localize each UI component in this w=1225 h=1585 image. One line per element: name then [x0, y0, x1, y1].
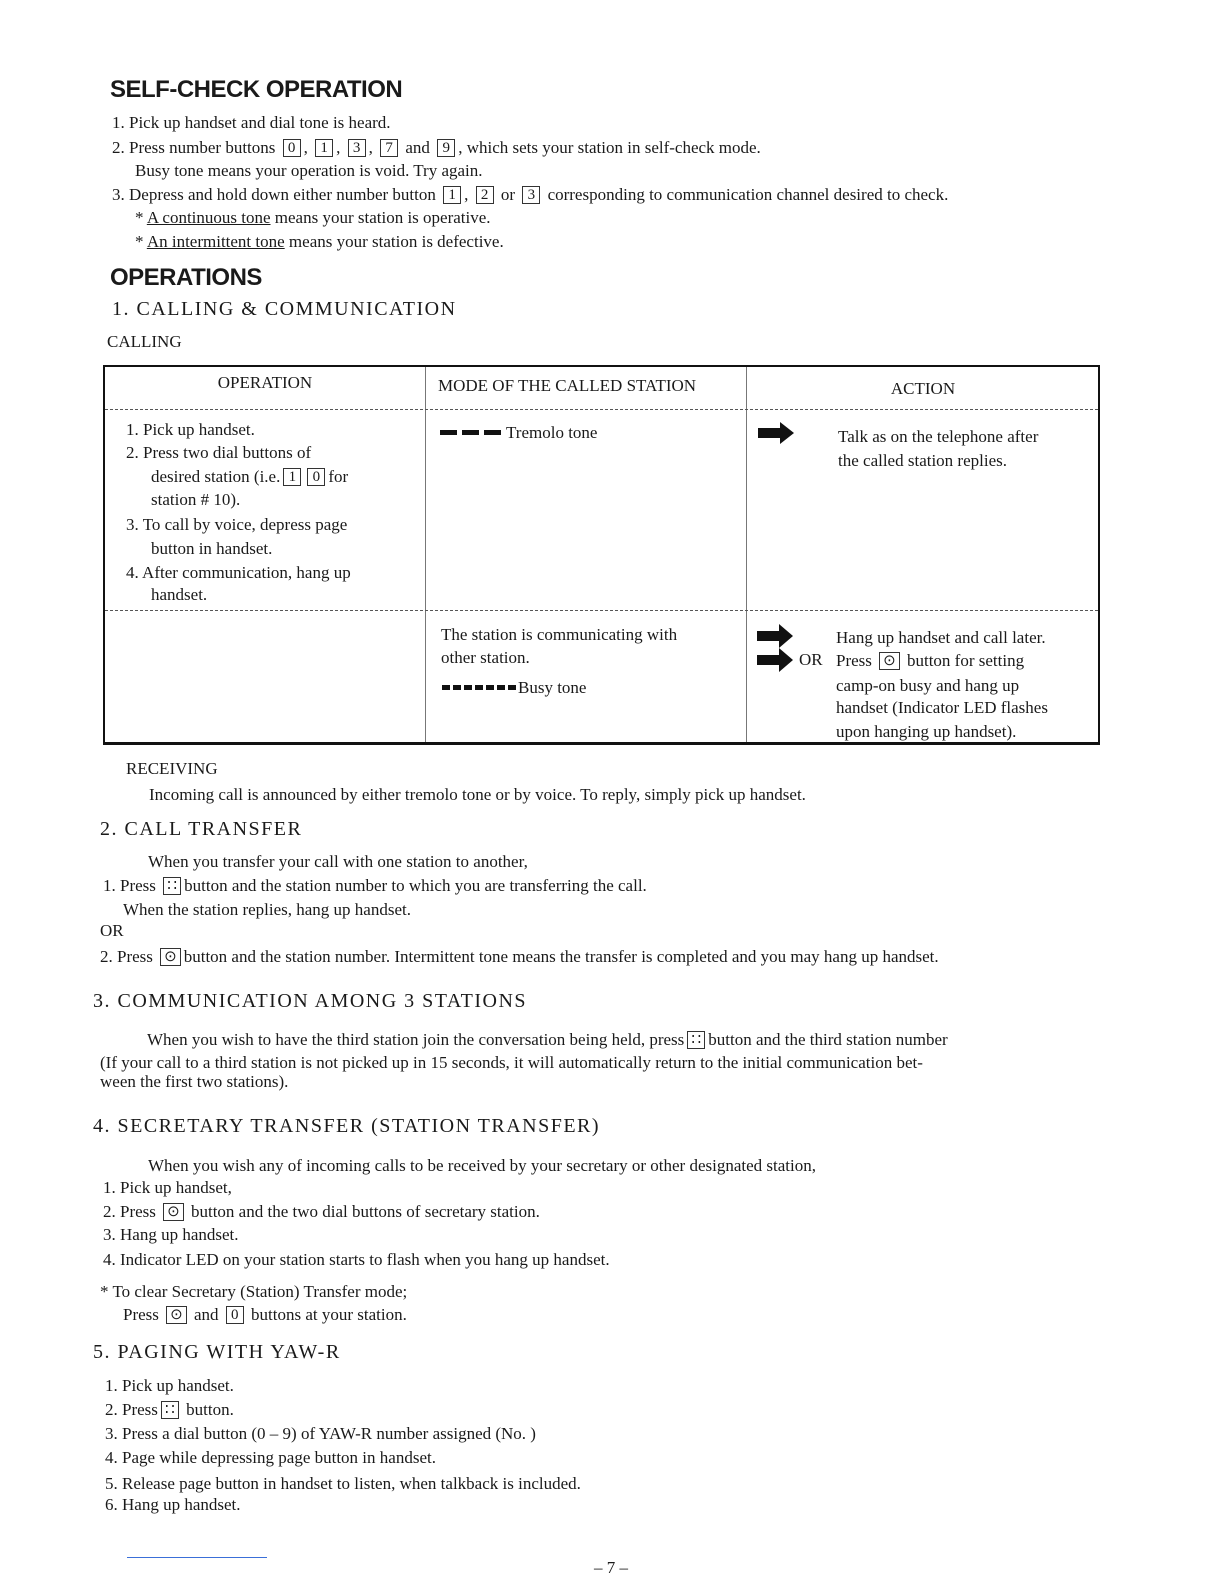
body-line — [100, 947, 939, 967]
text: buttons at your station. — [246, 1305, 407, 1324]
arrow-right-icon — [757, 648, 793, 672]
self-check-note — [135, 232, 504, 252]
text: Press — [836, 651, 877, 670]
button-key-icon: ∷ — [163, 877, 181, 895]
text: means your station is defective. — [284, 232, 504, 251]
text: 2. Press two dial buttons of — [126, 443, 312, 462]
body-line — [105, 1424, 536, 1444]
column-header: MODE OF THE CALLED STATION — [438, 376, 697, 395]
operation-step — [126, 563, 351, 583]
body-line — [103, 1225, 239, 1245]
section-title: 2. CALL TRANSFER — [100, 818, 303, 840]
button-key-icon: 3 — [522, 186, 540, 204]
button-key-icon: ⊙ — [879, 652, 900, 670]
self-check-heading: SELF-CHECK OPERATION — [110, 76, 403, 103]
divider — [127, 1557, 267, 1558]
arrow-right-icon — [758, 422, 794, 444]
text: or — [496, 185, 520, 204]
mode-text: The station is communicating with — [441, 625, 678, 644]
text: 1. Pick up handset. — [126, 420, 255, 439]
action-text: the called station replies. — [838, 451, 1007, 470]
text: When the station replies, hang up handset. — [123, 900, 411, 919]
arrow-right-icon — [757, 624, 793, 648]
text: 3. Depress and hold down either number button — [112, 185, 441, 204]
operation-step — [126, 443, 311, 463]
text: Busy tone means your operation is void. Try again. — [135, 161, 483, 180]
text: station # 10). — [151, 490, 241, 509]
text: 5. Release page button in handset to listen, when talkback is included. — [105, 1474, 581, 1493]
body-line — [100, 921, 124, 941]
button-key-icon: ⊙ — [166, 1306, 187, 1324]
self-check-step — [112, 185, 948, 205]
text: handset (Indicator LED flashes — [836, 698, 1048, 717]
text: 4. Page while depressing page button in handset. — [105, 1448, 436, 1467]
body-line — [123, 900, 411, 920]
text: , — [336, 138, 345, 157]
section-title: 5. PAGING WITH YAW-R — [93, 1341, 341, 1363]
button-key-icon: 0 — [307, 468, 325, 486]
text: Hang up handset and call later. — [836, 628, 1046, 647]
operations-heading: OPERATIONS — [110, 264, 262, 291]
underlined-text: A continuous tone — [146, 208, 271, 227]
text: 2. Press — [103, 1202, 161, 1221]
receiving-label: RECEIVING — [126, 759, 218, 778]
text: upon hanging up handset). — [836, 722, 1017, 741]
button-key-icon: 2 — [476, 186, 494, 204]
text: button for setting — [902, 651, 1025, 670]
button-key-icon: ⊙ — [163, 1203, 184, 1221]
column-header: ACTION — [890, 379, 956, 398]
text: When you wish any of incoming calls to be received by your secretary or other designated station, — [148, 1156, 816, 1175]
text: corresponding to communication channel desired to check. — [543, 185, 949, 204]
tremolo-tone — [440, 423, 597, 443]
action-text — [836, 628, 1046, 648]
text: desired station (i.e. — [151, 467, 281, 486]
text: When you wish to have the third station join the conversation being held, press — [147, 1030, 685, 1049]
action-text — [836, 698, 1048, 718]
text: 2. Press — [105, 1400, 158, 1419]
body-line — [105, 1495, 241, 1515]
text: means your station is operative. — [270, 208, 491, 227]
body-line — [100, 1282, 407, 1302]
action-text — [836, 651, 1024, 671]
section-title: 1. CALLING & COMMUNICATION — [112, 298, 457, 320]
action-text: Talk as on the telephone after — [838, 427, 1039, 446]
text: When you transfer your call with one station to another, — [148, 852, 528, 871]
body-line — [148, 1156, 816, 1176]
action-text — [836, 676, 1019, 696]
button-key-icon: 0 — [226, 1306, 244, 1324]
button-key-icon: 1 — [315, 139, 333, 157]
body-line — [103, 1202, 540, 1222]
text: 1. Pick up handset. — [105, 1376, 234, 1395]
operation-step — [151, 585, 207, 605]
text: button and the third station number — [708, 1030, 948, 1049]
body-line — [105, 1400, 234, 1420]
column-header: OPERATION — [217, 373, 313, 392]
busy-label: Busy tone — [518, 678, 587, 697]
text: (If your call to a third station is not picked up in 15 seconds, it will automatically return to the initial communication bet- — [100, 1053, 923, 1072]
text: 3. Press a dial button (0 – 9) of YAW-R number assigned (No. ) — [105, 1424, 536, 1443]
text: button. — [181, 1400, 234, 1419]
text: 1. Pick up handset and dial tone is heard. — [112, 113, 391, 132]
operation-step — [151, 539, 272, 559]
body-line — [100, 1072, 288, 1092]
text: OR — [100, 921, 124, 940]
text: 1. Press — [103, 876, 161, 895]
underlined-text: An intermittent tone — [146, 232, 285, 251]
page-number: – 7 – — [594, 1558, 628, 1577]
receiving-text — [149, 785, 806, 805]
section-title: 3. COMMUNICATION AMONG 3 STATIONS — [93, 990, 528, 1012]
self-check-note — [135, 161, 483, 181]
button-key-icon: 1 — [443, 186, 461, 204]
body-line — [103, 876, 647, 896]
text: ween the first two stations). — [100, 1072, 289, 1091]
text: button and the station number to which you are transferring the call. — [184, 876, 647, 895]
body-line — [105, 1448, 436, 1468]
text: 1. Pick up handset, — [103, 1178, 232, 1197]
mode-text: other station. — [441, 648, 530, 667]
body-line — [123, 1305, 407, 1325]
body-line — [105, 1474, 581, 1494]
button-key-icon: 7 — [380, 139, 398, 157]
busy-tone-icon — [442, 678, 518, 697]
text: , — [303, 138, 313, 157]
text: and — [401, 138, 435, 157]
text: for — [328, 467, 349, 486]
operation-step — [151, 467, 348, 487]
action-text — [836, 722, 1016, 742]
body-line — [105, 1376, 234, 1396]
text: Press — [123, 1305, 164, 1324]
body-line — [103, 1178, 232, 1198]
text: * To clear Secretary (Station) Transfer mode; — [100, 1282, 408, 1301]
operation-step — [126, 515, 347, 535]
text: and — [189, 1305, 223, 1324]
text: , — [368, 138, 378, 157]
operation-step — [151, 490, 240, 510]
section-title: 4. SECRETARY TRANSFER (STATION TRANSFER) — [93, 1115, 601, 1137]
body-line — [147, 1030, 948, 1050]
body-line — [148, 852, 528, 872]
text: 4. After communication, hang up — [126, 563, 351, 582]
button-key-icon: ∷ — [687, 1031, 705, 1049]
text: button and the station number. Intermittent tone means the transfer is completed and you may hang up handset. — [183, 947, 939, 966]
calling-label: CALLING — [107, 332, 182, 351]
button-key-icon: ∷ — [161, 1401, 179, 1419]
text: * — [135, 208, 147, 227]
text: , — [464, 185, 473, 204]
button-key-icon: ⊙ — [160, 948, 181, 966]
or-label: OR — [799, 650, 823, 669]
text: 4. Indicator LED on your station starts to flash when you hang up handset. — [103, 1250, 610, 1269]
button-key-icon: 0 — [283, 139, 301, 157]
text: , which sets your station in self-check mode. — [458, 138, 761, 157]
calling-table — [103, 365, 1100, 745]
text: 3. To call by voice, depress page — [126, 515, 348, 534]
text: 3. Hang up handset. — [103, 1225, 239, 1244]
tremolo-tone-icon — [440, 423, 506, 442]
text: 6. Hang up handset. — [105, 1495, 241, 1514]
busy-tone — [442, 678, 586, 698]
text: handset. — [151, 585, 208, 604]
button-key-icon: 3 — [348, 139, 366, 157]
text: button and the two dial buttons of secretary station. — [186, 1202, 540, 1221]
text: camp-on busy and hang up — [836, 676, 1020, 695]
text: * — [135, 232, 147, 251]
self-check-note — [135, 208, 491, 228]
text: button in handset. — [151, 539, 273, 558]
button-key-icon: 1 — [283, 468, 301, 486]
self-check-step — [112, 138, 761, 158]
body-line — [103, 1250, 610, 1270]
tremolo-label: Tremolo tone — [506, 423, 598, 442]
text: 2. Press number buttons — [112, 138, 280, 157]
operation-step — [126, 420, 255, 440]
text: Incoming call is announced by either tremolo tone or by voice. To reply, simply pick up handset. — [149, 785, 806, 804]
text: 2. Press — [100, 947, 158, 966]
self-check-step — [112, 113, 391, 133]
button-key-icon: 9 — [437, 139, 455, 157]
body-line — [100, 1053, 923, 1073]
